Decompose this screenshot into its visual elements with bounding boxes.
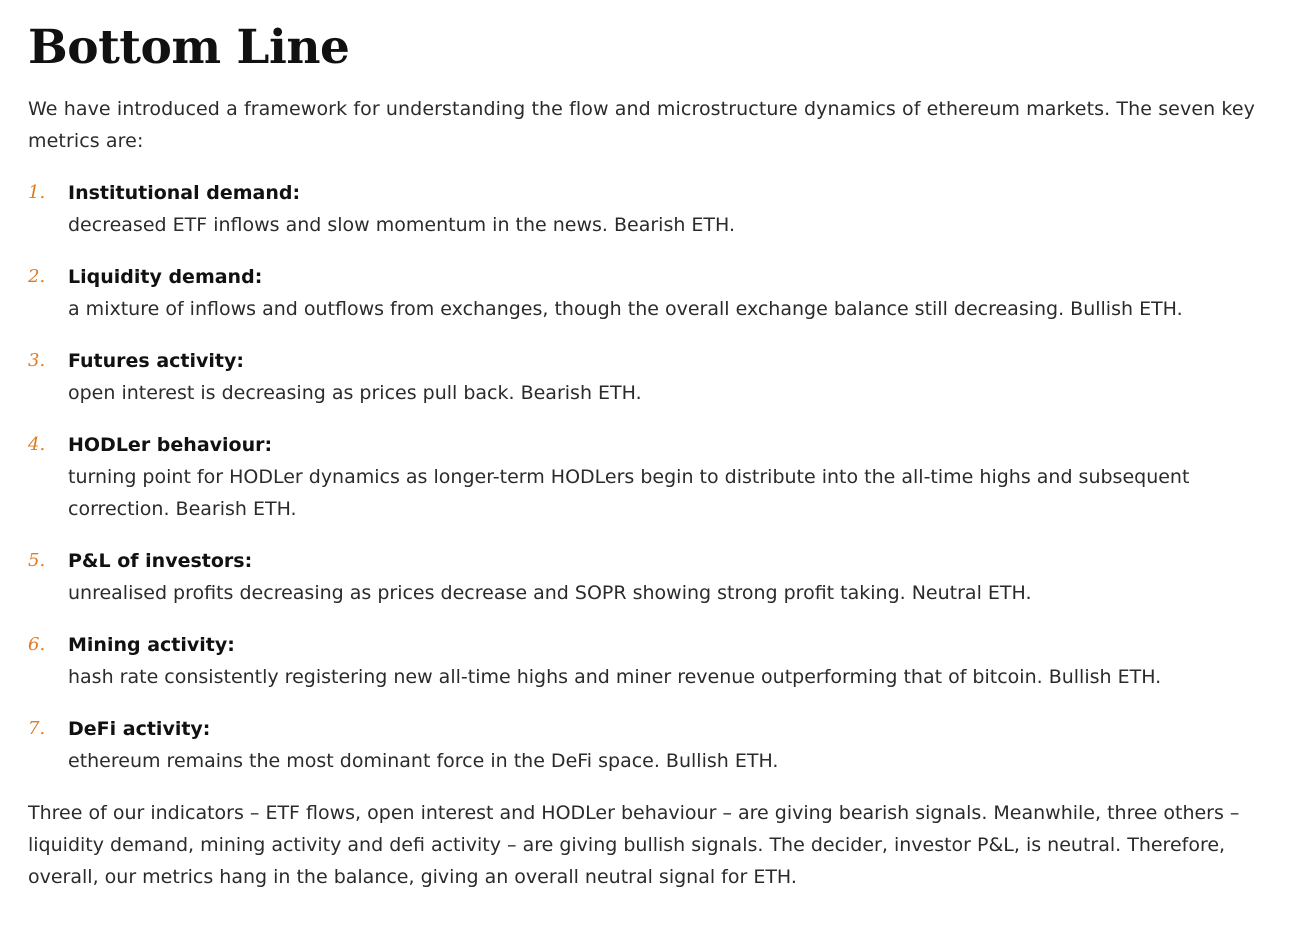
list-number: 2. — [28, 266, 46, 287]
list-number: 7. — [28, 718, 46, 739]
item-title: DeFi activity: — [68, 718, 211, 740]
list-item — [28, 545, 1286, 609]
intro-paragraph: We have introduced a framework for understanding the flow and microstructure dynamics of ethereum markets. The seven key metrics are: — [28, 98, 1255, 152]
list-item — [28, 629, 1286, 693]
item-title: P&L of investors: — [68, 550, 253, 572]
metrics-list — [28, 177, 1286, 777]
article-section — [28, 0, 1286, 893]
item-description: hash rate consistently registering new all-time highs and miner revenue outperforming that of bitcoin. Bullish ETH. — [68, 666, 1162, 688]
list-item — [28, 429, 1286, 525]
list-number: 1. — [28, 182, 46, 203]
page-title: Bottom Line — [28, 20, 350, 75]
list-item — [28, 177, 1286, 241]
list-number: 3. — [28, 350, 46, 371]
item-title: Futures activity: — [68, 350, 244, 372]
item-description: ethereum remains the most dominant force in the DeFi space. Bullish ETH. — [68, 750, 779, 772]
item-description: open interest is decreasing as prices pull back. Bearish ETH. — [68, 382, 642, 404]
list-number: 6. — [28, 634, 46, 655]
item-title: Institutional demand: — [68, 182, 301, 204]
item-title: HODLer behaviour: — [68, 434, 273, 456]
list-item — [28, 345, 1286, 409]
list-number: 5. — [28, 550, 46, 571]
item-description: decreased ETF inflows and slow momentum in the news. Bearish ETH. — [68, 214, 736, 236]
list-number: 4. — [28, 434, 46, 455]
item-title: Mining activity: — [68, 634, 235, 656]
list-item — [28, 261, 1286, 325]
item-description: unrealised profits decreasing as prices decrease and SOPR showing strong profit taking. Neutral ETH. — [68, 582, 1032, 604]
item-description: turning point for HODLer dynamics as longer-term HODLers begin to distribute into the all-time highs and subsequent correction. Bearish ETH. — [68, 466, 1190, 520]
list-item — [28, 713, 1286, 777]
conclusion-paragraph: Three of our indicators – ETF flows, open interest and HODLer behaviour – are giving bearish signals. Meanwhile, three others – liquidity demand, mining activity and defi activity – are giving bullish signals. The decider, investor P&L, is neutral. Therefore, overall, our metrics hang in the balance, giving an overall neutral signal for ETH. — [28, 802, 1240, 888]
item-title: Liquidity demand: — [68, 266, 263, 288]
item-description: a mixture of inflows and outflows from exchanges, though the overall exchange balance still decreasing. Bullish ETH. — [68, 298, 1183, 320]
